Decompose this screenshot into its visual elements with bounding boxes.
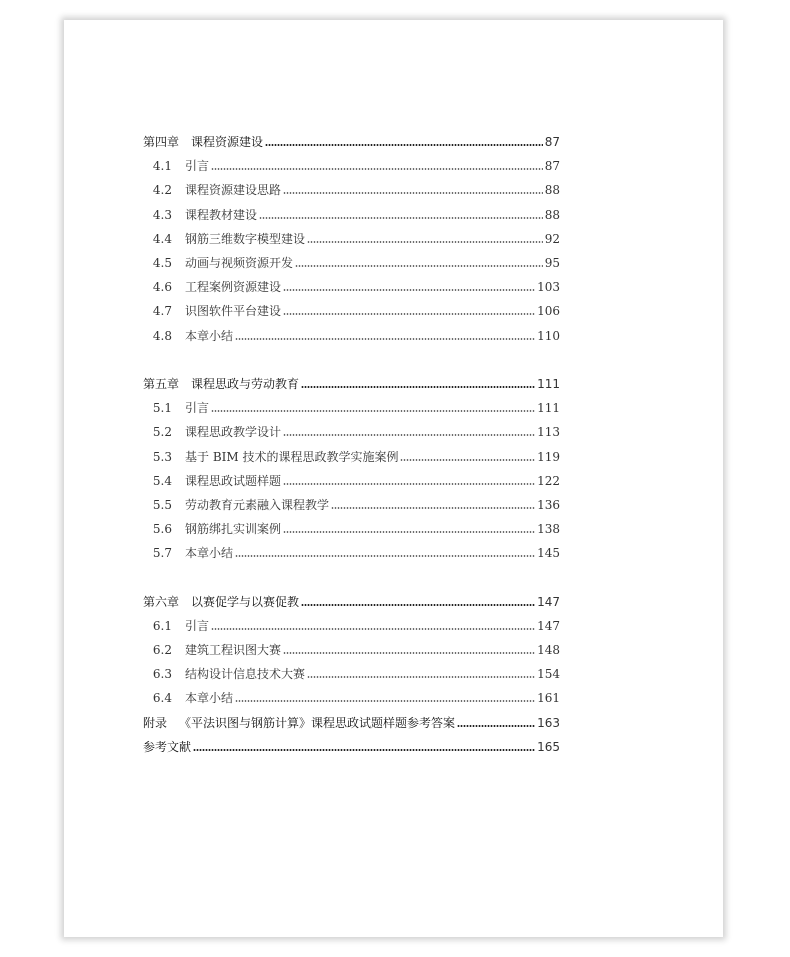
page-number: 113 [537,425,560,440]
section-number: 5.2 [152,425,172,440]
dot-leader [457,725,535,727]
page-number: 119 [537,449,560,464]
toc-section-entry [143,251,560,275]
section-title: 本章小结 [185,691,234,706]
dot-leader [259,217,543,219]
section-title: 基于 BIM 技术的课程思政教学实施案例 [185,449,399,464]
toc-section-entry [143,396,560,420]
section-number: 4.6 [152,280,172,295]
chapter-label: 第六章 [143,594,180,609]
dot-leader [211,628,535,630]
section-number: 5.7 [152,546,172,561]
page-number: 106 [537,304,560,319]
page-number: 154 [537,667,560,682]
page-number: 95 [544,256,560,271]
page-number: 147 [537,618,560,633]
dot-leader [295,265,543,267]
chapter-title: 以赛促学与以赛促教 [191,594,300,609]
toc-section-entry [143,444,560,468]
page-number: 138 [537,522,560,537]
dot-leader [211,410,535,412]
chapter-label: 第五章 [143,376,180,391]
dot-leader [265,144,543,146]
section-title: 钢筋三维数字模型建设 [185,231,306,246]
page-number: 111 [537,376,560,391]
toc-section-entry [143,517,560,541]
page-number: 163 [537,715,560,730]
dot-leader [283,483,535,485]
section-title: 建筑工程识图大赛 [185,643,282,658]
toc-section-entry [143,469,560,493]
dot-leader [283,313,535,315]
toc-chapter-entry [143,590,560,614]
section-number: 5.5 [152,497,172,512]
section-number: 5.1 [152,401,172,416]
toc-section-entry [143,154,560,178]
section-title: 劳动教育元素融入课程教学 [185,497,330,512]
chapter-title: 课程资源建设 [191,135,264,150]
toc-section-entry [143,324,560,348]
section-number: 4.8 [152,328,172,343]
dot-leader [283,652,535,654]
dot-leader [331,507,535,509]
section-number: 6.3 [152,667,172,682]
dot-leader [193,749,535,751]
dot-leader [307,241,543,243]
section-title: 识图软件平台建设 [185,304,282,319]
toc-section-entry [143,638,560,662]
chapter-label: 第四章 [143,135,180,150]
page-number: 122 [537,473,560,488]
toc-section-entry [143,541,560,565]
page-number: 87 [544,159,560,174]
toc-chapter-entry [143,372,560,396]
section-number: 6.4 [152,691,172,706]
section-number: 6.1 [152,618,172,633]
section-title: 课程思政试题样题 [185,473,282,488]
page-number: 145 [537,546,560,561]
page-number: 165 [537,739,560,754]
section-title: 课程教材建设 [185,207,258,222]
section-number: 6.2 [152,643,172,658]
section-number: 4.5 [152,256,172,271]
page-number: 148 [537,643,560,658]
section-number: 4.1 [152,159,172,174]
section-title: 钢筋绑扎实训案例 [185,522,282,537]
section-title: 本章小结 [185,328,234,343]
section-title: 课程思政教学设计 [185,425,282,440]
dot-leader [235,700,535,702]
section-number: 5.3 [152,449,172,464]
page-number: 88 [544,207,560,222]
page-number: 92 [544,231,560,246]
dot-leader [211,168,543,170]
section-number: 4.7 [152,304,172,319]
page-number: 87 [544,135,560,150]
toc-section-entry [143,420,560,444]
dot-leader [235,338,535,340]
toc-chapter-entry [143,711,560,735]
toc-section-entry [143,299,560,323]
section-title: 引言 [185,618,210,633]
section-number: 4.4 [152,231,172,246]
section-title: 本章小结 [185,546,234,561]
toc-section-entry [143,662,560,686]
section-number: 5.6 [152,522,172,537]
section-title: 引言 [185,159,210,174]
page-number: 103 [537,280,560,295]
toc-section-entry [143,227,560,251]
section-title: 结构设计信息技术大赛 [185,667,306,682]
toc-chapter-entry [143,130,560,154]
toc-section-entry [143,275,560,299]
section-title: 动画与视频资源开发 [185,256,294,271]
section-number: 4.3 [152,207,172,222]
dot-leader [283,531,535,533]
toc-section-entry [143,178,560,202]
chapter-title: 课程思政与劳动教育 [191,376,300,391]
page-number: 147 [537,594,560,609]
toc-spacer [143,348,560,372]
page-number: 161 [537,691,560,706]
toc-section-entry [143,203,560,227]
toc-section-entry [143,493,560,517]
chapter-title: 《平法识图与钢筋计算》课程思政试题样题参考答案 [179,715,456,730]
page-number: 111 [537,401,560,416]
dot-leader [283,434,535,436]
toc-section-entry [143,614,560,638]
dot-leader [283,289,535,291]
section-number: 5.4 [152,473,172,488]
toc-chapter-entry [143,735,560,759]
dot-leader [235,555,535,557]
table-of-contents [143,130,560,759]
chapter-title: 参考文献 [143,739,192,754]
dot-leader [301,386,535,388]
toc-spacer [143,565,560,589]
section-title: 工程案例资源建设 [185,280,282,295]
dot-leader [301,604,535,606]
dot-leader [400,459,535,461]
chapter-label: 附录 [143,715,168,730]
section-title: 引言 [185,401,210,416]
page-number: 110 [537,328,560,343]
page-number: 136 [537,497,560,512]
toc-section-entry [143,686,560,710]
section-number: 4.2 [152,183,172,198]
section-title: 课程资源建设思路 [185,183,282,198]
dot-leader [307,676,535,678]
page-number: 88 [544,183,560,198]
dot-leader [283,192,543,194]
